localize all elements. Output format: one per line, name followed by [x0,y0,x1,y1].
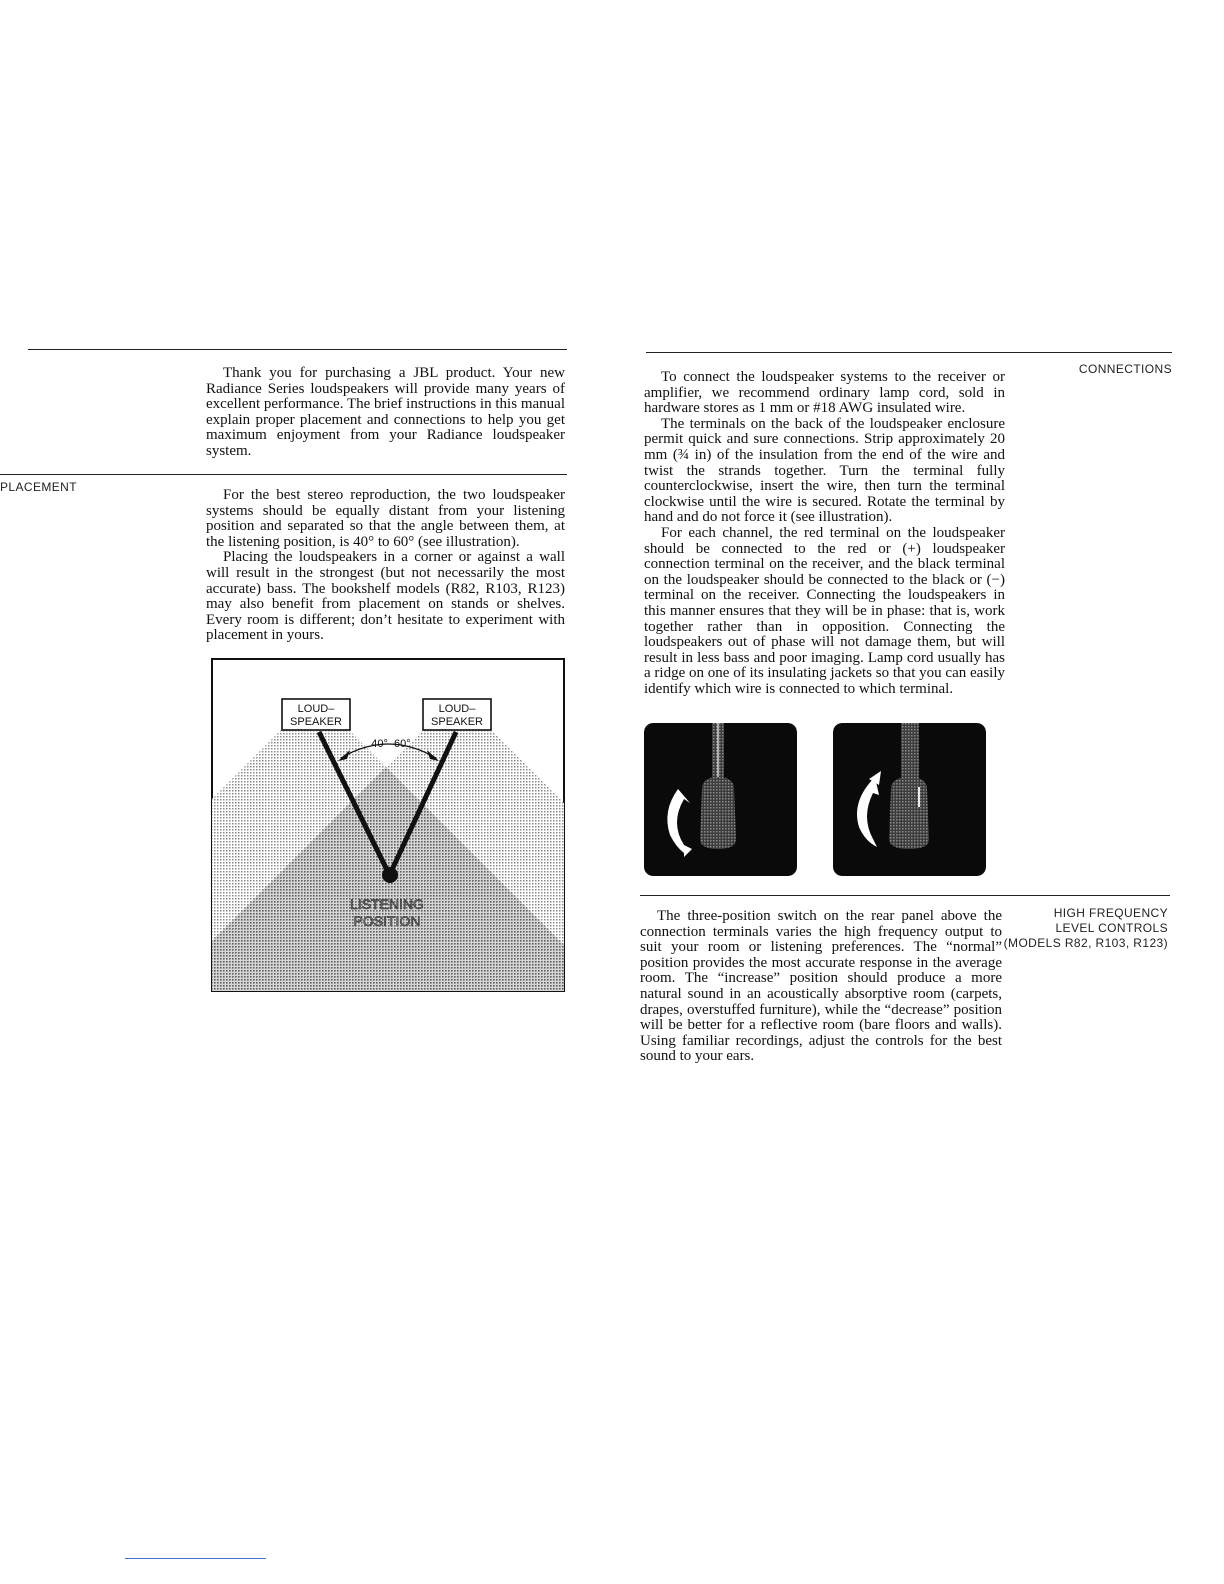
hf-text [640,909,1002,1065]
intro-paragraph: Thank you for purchasing a JBL product. Your new Radiance Series loudspeakers will provide many years of excellent performance. The brief instructions in this manual explain proper placement and connections to help you get maximum enjoyment from your Radiance loudspeaker system. [206,365,565,459]
svg-text:LOUD–: LOUD– [438,703,476,715]
connections-paragraph-2: The terminals on the back of the loudspeaker enclosure permit quick and sure connections. Strip approximately 20 mm (¾ in) of the insulation from the end of the wire and twist the strands together. Turn the terminal fully counterclockwise, insert the wire, then turn the terminal clockwise until the wire is secured. Rotate the terminal by hand and do not force it (see illustration). [644,415,1005,526]
left-speaker-box [282,699,350,730]
listening-position-dot [382,867,398,883]
listening-label-line1: LISTENING [350,896,424,912]
connections-paragraph-1: To connect the loudspeaker systems to the receiver or amplifier, we recommend ordinary lamp cord, sold in hardware stores as 1 mm or #18 AWG insulated wire. [644,369,1005,417]
placement-text [206,488,565,644]
terminal-photo-counterclockwise [644,723,797,876]
terminal-knob [889,777,929,849]
wire [901,723,919,783]
placement-paragraph-2: Placing the loudspeakers in a corner or against a wall will result in the strongest (but not necessarily the most accurate) bass. The bookshelf models (R82, R103, R123) may also benefit from placement on stands or shelves. Every room is different; don’t hesitate to experiment with placement in yours. [206,549,565,644]
svg-text:SPEAKER: SPEAKER [431,716,483,728]
placement-rule [0,474,567,475]
hf-rule [640,895,1170,896]
connections-heading: CONNECTIONS [1078,362,1172,376]
terminal-knob [700,777,736,849]
angle-label: 40°–60° [371,738,411,750]
hf-paragraph: The three-position switch on the rear panel above the connection terminals varies the high frequency output to suit your room or listening preferences. The “normal” position provides the most accurate response in the average room. The “increase” position should produce a more natural sound in an acoustically absorptive room (carpets, drapes, overstuffed furniture), while the “decrease” position will be better for a reflective room (bare floors and walls). Using familiar recordings, adjust the controls for the best sound to your ears. [640,908,1002,1065]
placement-heading: PLACEMENT [0,480,77,494]
svg-text:LOUD–: LOUD– [297,703,335,715]
svg-text:SPEAKER: SPEAKER [290,716,342,728]
placement-paragraph-1: For the best stereo reproduction, the two loudspeaker systems should be equally distant from your listening position and separated so that the angle between them, at the listening position, is 40° to 60° (see illustration). [206,487,565,550]
top-rule-left [28,349,567,350]
terminal-photo-clockwise [833,723,986,876]
top-rule-right [646,352,1172,353]
connections-text [644,370,1005,697]
right-speaker-box [423,699,491,730]
connections-paragraph-3: For each channel, the red terminal on the loudspeaker should be connected to the red or (+) loudspeaker connection terminal on the receiver, and the black terminal on the loudspeaker should be connected to the black or (−) terminal on the receiver. Connecting the loudspeakers in this manner ensures that they will be in phase: that is, work together rather than in opposition. Connecting the loudspeakers out of phase will not damage them, but will result in less bass and poor imaging. Lamp cord usually has a ridge on one of its insulating jackets so that you can easily identify which wire is connected to which terminal. [644,524,1005,697]
footer-rule [125,1558,266,1559]
placement-illustration [211,658,565,992]
hf-heading: HIGH FREQUENCY LEVEL CONTROLS (MODELS R82, R103, R123) [1003,906,1168,950]
listening-label-line2: POSITION [353,913,421,929]
